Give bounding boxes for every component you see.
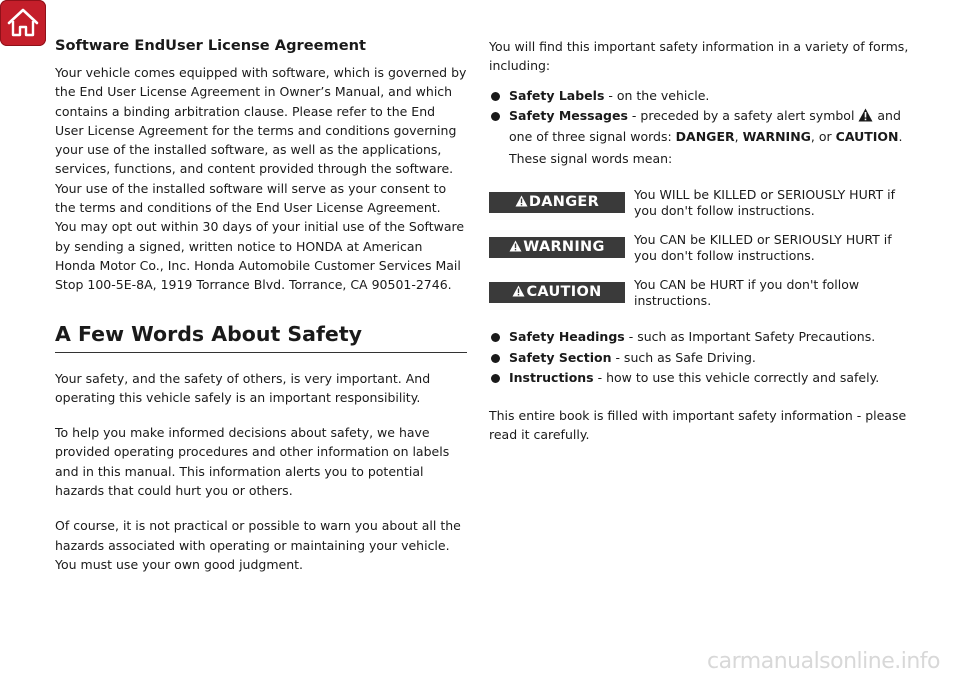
safety-alert-icon — [858, 108, 873, 122]
list-item-instructions — [489, 368, 909, 389]
license-paragraph-1: Your vehicle comes equipped with software, which is governed by the End User License Agreement in Owner’s Manual, and which contains a binding arbitration clause. Please refer to the End User License Agreement for the terms and conditions governing your use of the installed software, as well as the applications, services, functions, and content provided through the software. Your use of the installed software will serve as your consent to the terms and conditions of the End User License Agreement. — [55, 65, 467, 216]
warning-description: You CAN be KILLED or SERIOUSLY HURT if you don't follow instructions. — [634, 231, 892, 263]
safety-section-desc: - such as Safe Driving. — [611, 349, 756, 365]
signal-row-danger — [489, 186, 909, 237]
watermark: carmanualsonline.info — [707, 649, 940, 674]
danger-badge — [489, 192, 625, 213]
instructions-term: Instructions — [509, 370, 594, 386]
signal-row-caution — [489, 276, 909, 327]
left-column — [55, 37, 467, 574]
bullet-icon — [491, 333, 500, 342]
danger-description: You WILL be KILLED or SERIOUSLY HURT if you don't follow instructions. — [634, 186, 895, 218]
separator-3: . — [898, 129, 903, 145]
safety-labels-term: Safety Labels — [509, 87, 605, 103]
word-danger: DANGER — [675, 129, 735, 145]
safety-heading: A Few Words About Safety — [55, 321, 467, 353]
alert-triangle-icon — [512, 285, 525, 297]
right-column — [489, 37, 909, 445]
signal-word-list — [489, 186, 909, 327]
list-item-safety-messages — [489, 106, 909, 169]
safety-forms-intro: You will find this important safety information in a variety of forms, including: — [489, 39, 909, 74]
danger-label: DANGER — [528, 193, 600, 210]
caution-label: CAUTION — [526, 283, 602, 300]
instructions-desc: - how to use this vehicle correctly and safely. — [593, 370, 880, 386]
home-icon — [0, 0, 46, 46]
list-item-safety-headings — [489, 327, 909, 348]
safety-paragraph-3: Of course, it is not practical or possible to warn you about all the hazards associated with operating or maintaining your vehicle. You must use your own good judgment. — [55, 518, 461, 572]
safety-forms-list — [489, 86, 909, 170]
safety-labels-desc: - on the vehicle. — [604, 87, 710, 103]
license-paragraph-2: You may opt out within 30 days of your initial use of the Software by sending a signed, written notice to HONDA at American Honda Motor Co., Inc. Honda Automobile Customer Services Mail Stop 100-5E-8A, 1919 Torrance Blvd. Torrance, CA 90501-2746. — [55, 219, 465, 293]
safety-headings-desc: - such as Important Safety Precautions. — [624, 328, 876, 344]
alert-triangle-icon — [515, 195, 528, 207]
bullet-icon — [491, 112, 500, 121]
safety-messages-term: Safety Messages — [509, 108, 628, 124]
safety-section-term: Safety Section — [509, 349, 612, 365]
word-warning: WARNING — [742, 129, 811, 145]
caution-badge — [489, 282, 625, 303]
bullet-icon — [491, 92, 500, 101]
word-caution: CAUTION — [835, 129, 899, 145]
caution-description: You CAN be HURT if you don't follow instructions. — [634, 276, 860, 308]
warning-label: WARNING — [523, 238, 605, 255]
safety-paragraph-1: Your safety, and the safety of others, is very important. And operating this vehicle safely is an important responsibility. — [55, 370, 431, 405]
closing-paragraph: This entire book is filled with important safety information - please read it carefully. — [489, 408, 907, 443]
bullet-icon — [491, 374, 500, 383]
separator-2: , or — [810, 129, 836, 145]
safety-headings-term: Safety Headings — [509, 328, 625, 344]
safety-messages-desc-2: and one of three signal words: — [509, 108, 901, 145]
safety-messages-desc: - preceded by a safety alert symbol — [627, 108, 859, 124]
home-button[interactable] — [0, 0, 46, 46]
list-item-safety-labels — [489, 86, 909, 107]
license-heading: Software EndUser License Agreement — [55, 37, 366, 54]
warning-badge — [489, 237, 625, 258]
signal-words-intro: These signal words mean: — [509, 150, 673, 166]
alert-triangle-icon — [509, 240, 522, 252]
safety-forms-list-2 — [489, 327, 909, 389]
separator-1: , — [734, 129, 743, 145]
signal-row-warning — [489, 231, 909, 282]
safety-paragraph-2: To help you make informed decisions about safety, we have provided operating procedures and other information on labels and in this manual. This information alerts you to potential hazards that could hurt you or others. — [55, 425, 450, 499]
list-item-safety-section — [489, 348, 909, 369]
bullet-icon — [491, 354, 500, 363]
